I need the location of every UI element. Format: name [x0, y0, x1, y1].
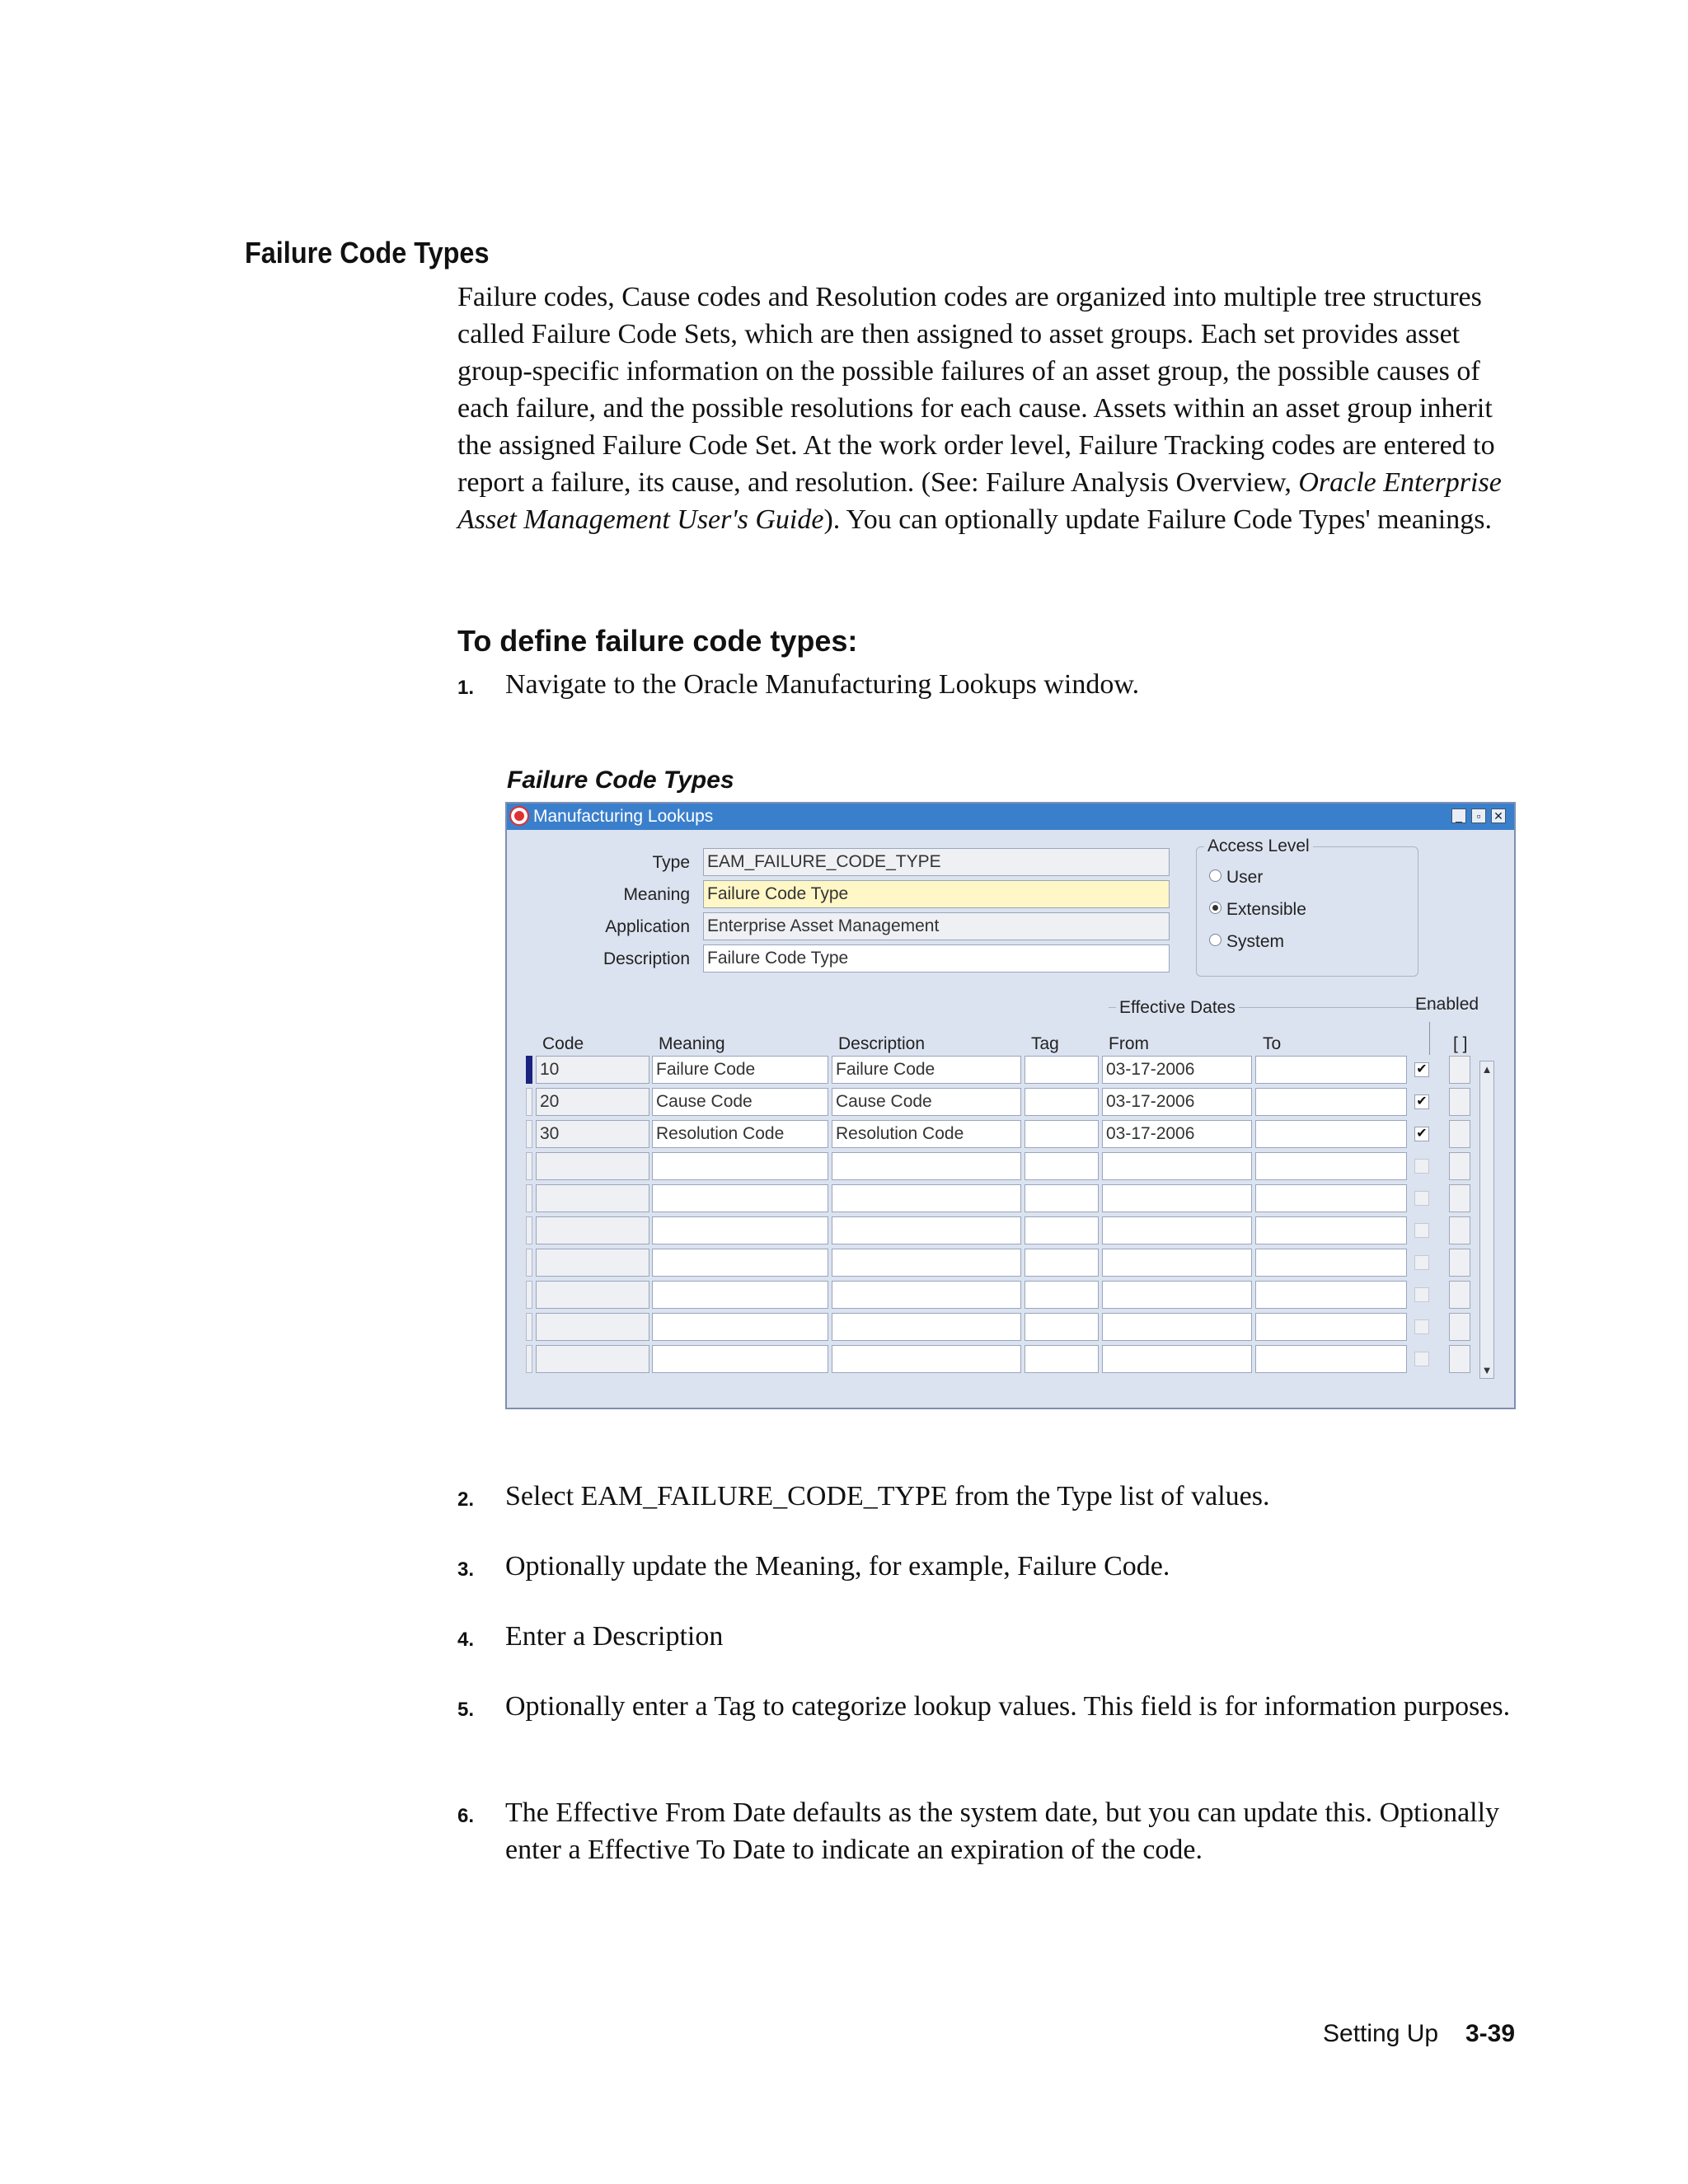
cell-tag[interactable] — [1025, 1088, 1099, 1116]
cell-code[interactable]: 10 — [536, 1056, 649, 1084]
cell-description[interactable] — [832, 1313, 1021, 1341]
cell-code[interactable] — [536, 1216, 649, 1244]
access-level-title: Access Level — [1204, 837, 1313, 856]
flexfield-cell[interactable] — [1449, 1216, 1470, 1244]
cell-tag[interactable] — [1025, 1345, 1099, 1373]
step-text: Optionally update the Meaning, for example, Failure Code. — [505, 1551, 1170, 1582]
cell-description[interactable]: Cause Code — [832, 1088, 1021, 1116]
enabled-checkbox[interactable] — [1414, 1159, 1429, 1174]
enabled-checkbox[interactable] — [1414, 1223, 1429, 1238]
row-selector[interactable] — [526, 1281, 532, 1309]
cell-description[interactable] — [832, 1345, 1021, 1373]
col-meaning: Meaning — [659, 1034, 725, 1053]
row-selector[interactable] — [526, 1249, 532, 1277]
cell-meaning[interactable] — [652, 1281, 828, 1309]
intro-text-after: ). You can optionally update Failure Code Types' meanings. — [823, 504, 1492, 535]
cell-from[interactable] — [1102, 1345, 1252, 1373]
cell-code[interactable] — [536, 1152, 649, 1180]
enabled-checkbox[interactable] — [1414, 1191, 1429, 1206]
enabled-checkbox[interactable] — [1414, 1319, 1429, 1334]
step-number: 3. — [457, 1558, 475, 1581]
window-title: Manufacturing Lookups — [533, 807, 714, 826]
cell-code[interactable] — [536, 1281, 649, 1309]
cell-meaning[interactable]: Resolution Code — [652, 1120, 828, 1148]
access-extensible-option[interactable] — [1209, 900, 1306, 920]
figure-caption: Failure Code Types — [507, 766, 734, 794]
oracle-logo-icon — [511, 808, 528, 824]
cell-from[interactable] — [1102, 1249, 1252, 1277]
meaning-field[interactable]: Failure Code Type — [703, 880, 1170, 908]
cell-from[interactable] — [1102, 1281, 1252, 1309]
step-text: Select EAM_FAILURE_CODE_TYPE from the Type list of values. — [505, 1481, 1270, 1511]
row-selector[interactable] — [526, 1345, 532, 1373]
cell-code[interactable] — [536, 1184, 649, 1212]
enabled-label: Enabled — [1415, 995, 1479, 1014]
cell-meaning[interactable] — [652, 1345, 828, 1373]
access-user-option[interactable] — [1209, 868, 1263, 888]
enabled-checkbox[interactable] — [1414, 1255, 1429, 1270]
scroll-up-icon[interactable]: ▲ — [1481, 1063, 1493, 1076]
cell-code[interactable] — [536, 1249, 649, 1277]
section-title: Failure Code Types — [245, 236, 490, 269]
flexfield-cell[interactable] — [1449, 1313, 1470, 1341]
enabled-checkbox[interactable]: ✔ — [1414, 1094, 1429, 1109]
application-field[interactable]: Enterprise Asset Management — [703, 912, 1170, 940]
step-text: Enter a Description — [505, 1621, 724, 1652]
enabled-checkbox[interactable]: ✔ — [1414, 1127, 1429, 1141]
cell-meaning[interactable] — [652, 1313, 828, 1341]
cell-to[interactable] — [1255, 1281, 1407, 1309]
cell-from[interactable] — [1102, 1216, 1252, 1244]
minimize-icon[interactable]: _ — [1451, 808, 1466, 823]
cell-to[interactable] — [1255, 1345, 1407, 1373]
cell-from[interactable] — [1102, 1184, 1252, 1212]
flexfield-cell[interactable] — [1449, 1249, 1470, 1277]
option-label: Extensible — [1226, 900, 1306, 919]
enabled-checkbox[interactable]: ✔ — [1414, 1062, 1429, 1077]
cell-meaning[interactable]: Failure Code — [652, 1056, 828, 1084]
cell-meaning[interactable]: Cause Code — [652, 1088, 828, 1116]
step-text: The Effective From Date defaults as the system date, but you can update this. Optionally enter a Effective To Date to indicate an expiration of the code. — [505, 1797, 1500, 1865]
effective-dates-label: Effective Dates — [1116, 998, 1239, 1018]
cell-to[interactable] — [1255, 1056, 1407, 1084]
vertical-scrollbar[interactable] — [1479, 1061, 1494, 1379]
col-to: To — [1263, 1034, 1282, 1053]
enabled-divider — [1429, 1022, 1430, 1055]
cell-description[interactable] — [832, 1249, 1021, 1277]
type-field[interactable]: EAM_FAILURE_CODE_TYPE — [703, 848, 1170, 876]
cell-description[interactable] — [832, 1152, 1021, 1180]
row-selector[interactable] — [526, 1216, 532, 1244]
enabled-checkbox[interactable] — [1414, 1287, 1429, 1302]
type-label: Type — [652, 853, 690, 872]
cell-tag[interactable] — [1025, 1056, 1099, 1084]
radio-extensible[interactable] — [1209, 902, 1221, 914]
cell-to[interactable] — [1255, 1120, 1407, 1148]
cell-code[interactable] — [536, 1345, 649, 1373]
flexfield-cell[interactable] — [1449, 1281, 1470, 1309]
cell-to[interactable] — [1255, 1088, 1407, 1116]
row-selector[interactable] — [526, 1313, 532, 1341]
cell-from[interactable]: 03-17-2006 — [1102, 1088, 1252, 1116]
description-label: Description — [603, 949, 690, 968]
row-selector[interactable] — [526, 1152, 532, 1180]
cell-from[interactable] — [1102, 1152, 1252, 1180]
flexfield-cell[interactable] — [1449, 1152, 1470, 1180]
step-number: 4. — [457, 1629, 475, 1651]
cell-description[interactable]: Resolution Code — [832, 1120, 1021, 1148]
cell-from[interactable]: 03-17-2006 — [1102, 1056, 1252, 1084]
flexfield-cell[interactable] — [1449, 1120, 1470, 1148]
option-label: User — [1226, 868, 1264, 887]
cell-meaning[interactable] — [652, 1152, 828, 1180]
cell-description[interactable] — [832, 1281, 1021, 1309]
scroll-down-icon[interactable]: ▼ — [1481, 1364, 1493, 1376]
radio-user[interactable] — [1209, 869, 1221, 882]
maximize-icon[interactable]: ▫ — [1471, 808, 1486, 823]
row-selector[interactable] — [526, 1088, 532, 1116]
access-system-option[interactable] — [1209, 932, 1284, 952]
row-selector[interactable] — [526, 1184, 532, 1212]
description-field[interactable]: Failure Code Type — [703, 944, 1170, 972]
application-label: Application — [605, 917, 690, 936]
flex-label: [ ] — [1453, 1034, 1468, 1053]
cell-code[interactable]: 30 — [536, 1120, 649, 1148]
col-tag: Tag — [1031, 1034, 1059, 1053]
step-number: 1. — [457, 677, 475, 699]
cell-tag[interactable] — [1025, 1216, 1099, 1244]
row-selector[interactable] — [526, 1120, 532, 1148]
footer-page-number: 3-39 — [1465, 2020, 1516, 2047]
step-number: 2. — [457, 1488, 475, 1511]
cell-to[interactable] — [1255, 1152, 1407, 1180]
cell-code[interactable] — [536, 1313, 649, 1341]
cell-meaning[interactable] — [652, 1216, 828, 1244]
radio-system[interactable] — [1209, 934, 1221, 946]
cell-tag[interactable] — [1025, 1120, 1099, 1148]
procedure-heading: To define failure code types: — [457, 624, 858, 658]
option-label: System — [1226, 932, 1285, 951]
cell-tag[interactable] — [1025, 1249, 1099, 1277]
cell-to[interactable] — [1255, 1184, 1407, 1212]
cell-description[interactable]: Failure Code — [832, 1056, 1021, 1084]
cell-tag[interactable] — [1025, 1313, 1099, 1341]
step-number: 6. — [457, 1805, 475, 1827]
intro-paragraph — [457, 279, 1521, 538]
col-from: From — [1109, 1034, 1149, 1053]
cell-from[interactable]: 03-17-2006 — [1102, 1120, 1252, 1148]
intro-text-before: Failure codes, Cause codes and Resolution codes are organized into multiple tree structures called Failure Code Sets, which are then assigned to asset groups. Each set provides asset group-specific information on the possible failures of an asset group, the possible causes of each failure, and the possible resolutions for each cause. Assets within an asset group inherit the assigned Failure Code Set. At the work order level, Failure Tracking codes are entered to report a failure, its cause, and resolution. (See: Failure Analysis Overview, — [457, 282, 1495, 498]
step-text: Optionally enter a Tag to categorize lookup values. This field is for information purposes. — [505, 1691, 1511, 1722]
guide-title: Oracle Enterprise Asset Management User's Guide — [457, 467, 1502, 535]
cell-from[interactable] — [1102, 1313, 1252, 1341]
meaning-label: Meaning — [623, 885, 690, 904]
flexfield-cell[interactable] — [1449, 1345, 1470, 1373]
col-description: Description — [838, 1034, 926, 1053]
cell-description[interactable] — [832, 1216, 1021, 1244]
cell-tag[interactable] — [1025, 1281, 1099, 1309]
flexfield-cell[interactable] — [1449, 1184, 1470, 1212]
cell-to[interactable] — [1255, 1249, 1407, 1277]
cell-description[interactable] — [832, 1184, 1021, 1212]
window-titlebar[interactable] — [507, 804, 1514, 830]
cell-meaning[interactable] — [652, 1249, 828, 1277]
flexfield-cell[interactable] — [1449, 1056, 1470, 1084]
cell-to[interactable] — [1255, 1216, 1407, 1244]
cell-code[interactable]: 20 — [536, 1088, 649, 1116]
cell-tag[interactable] — [1025, 1184, 1099, 1212]
manufacturing-lookups-window — [505, 802, 1516, 1409]
close-icon[interactable]: ✕ — [1491, 808, 1506, 823]
cell-to[interactable] — [1255, 1313, 1407, 1341]
flexfield-cell[interactable] — [1449, 1088, 1470, 1116]
footer-chapter: Setting Up — [1323, 2020, 1439, 2047]
step-text: Navigate to the Oracle Manufacturing Lookups window. — [505, 669, 1140, 700]
cell-tag[interactable] — [1025, 1152, 1099, 1180]
step-number: 5. — [457, 1699, 475, 1721]
cell-meaning[interactable] — [652, 1184, 828, 1212]
col-code: Code — [542, 1034, 584, 1053]
row-selector[interactable] — [526, 1056, 532, 1084]
enabled-checkbox[interactable] — [1414, 1352, 1429, 1366]
